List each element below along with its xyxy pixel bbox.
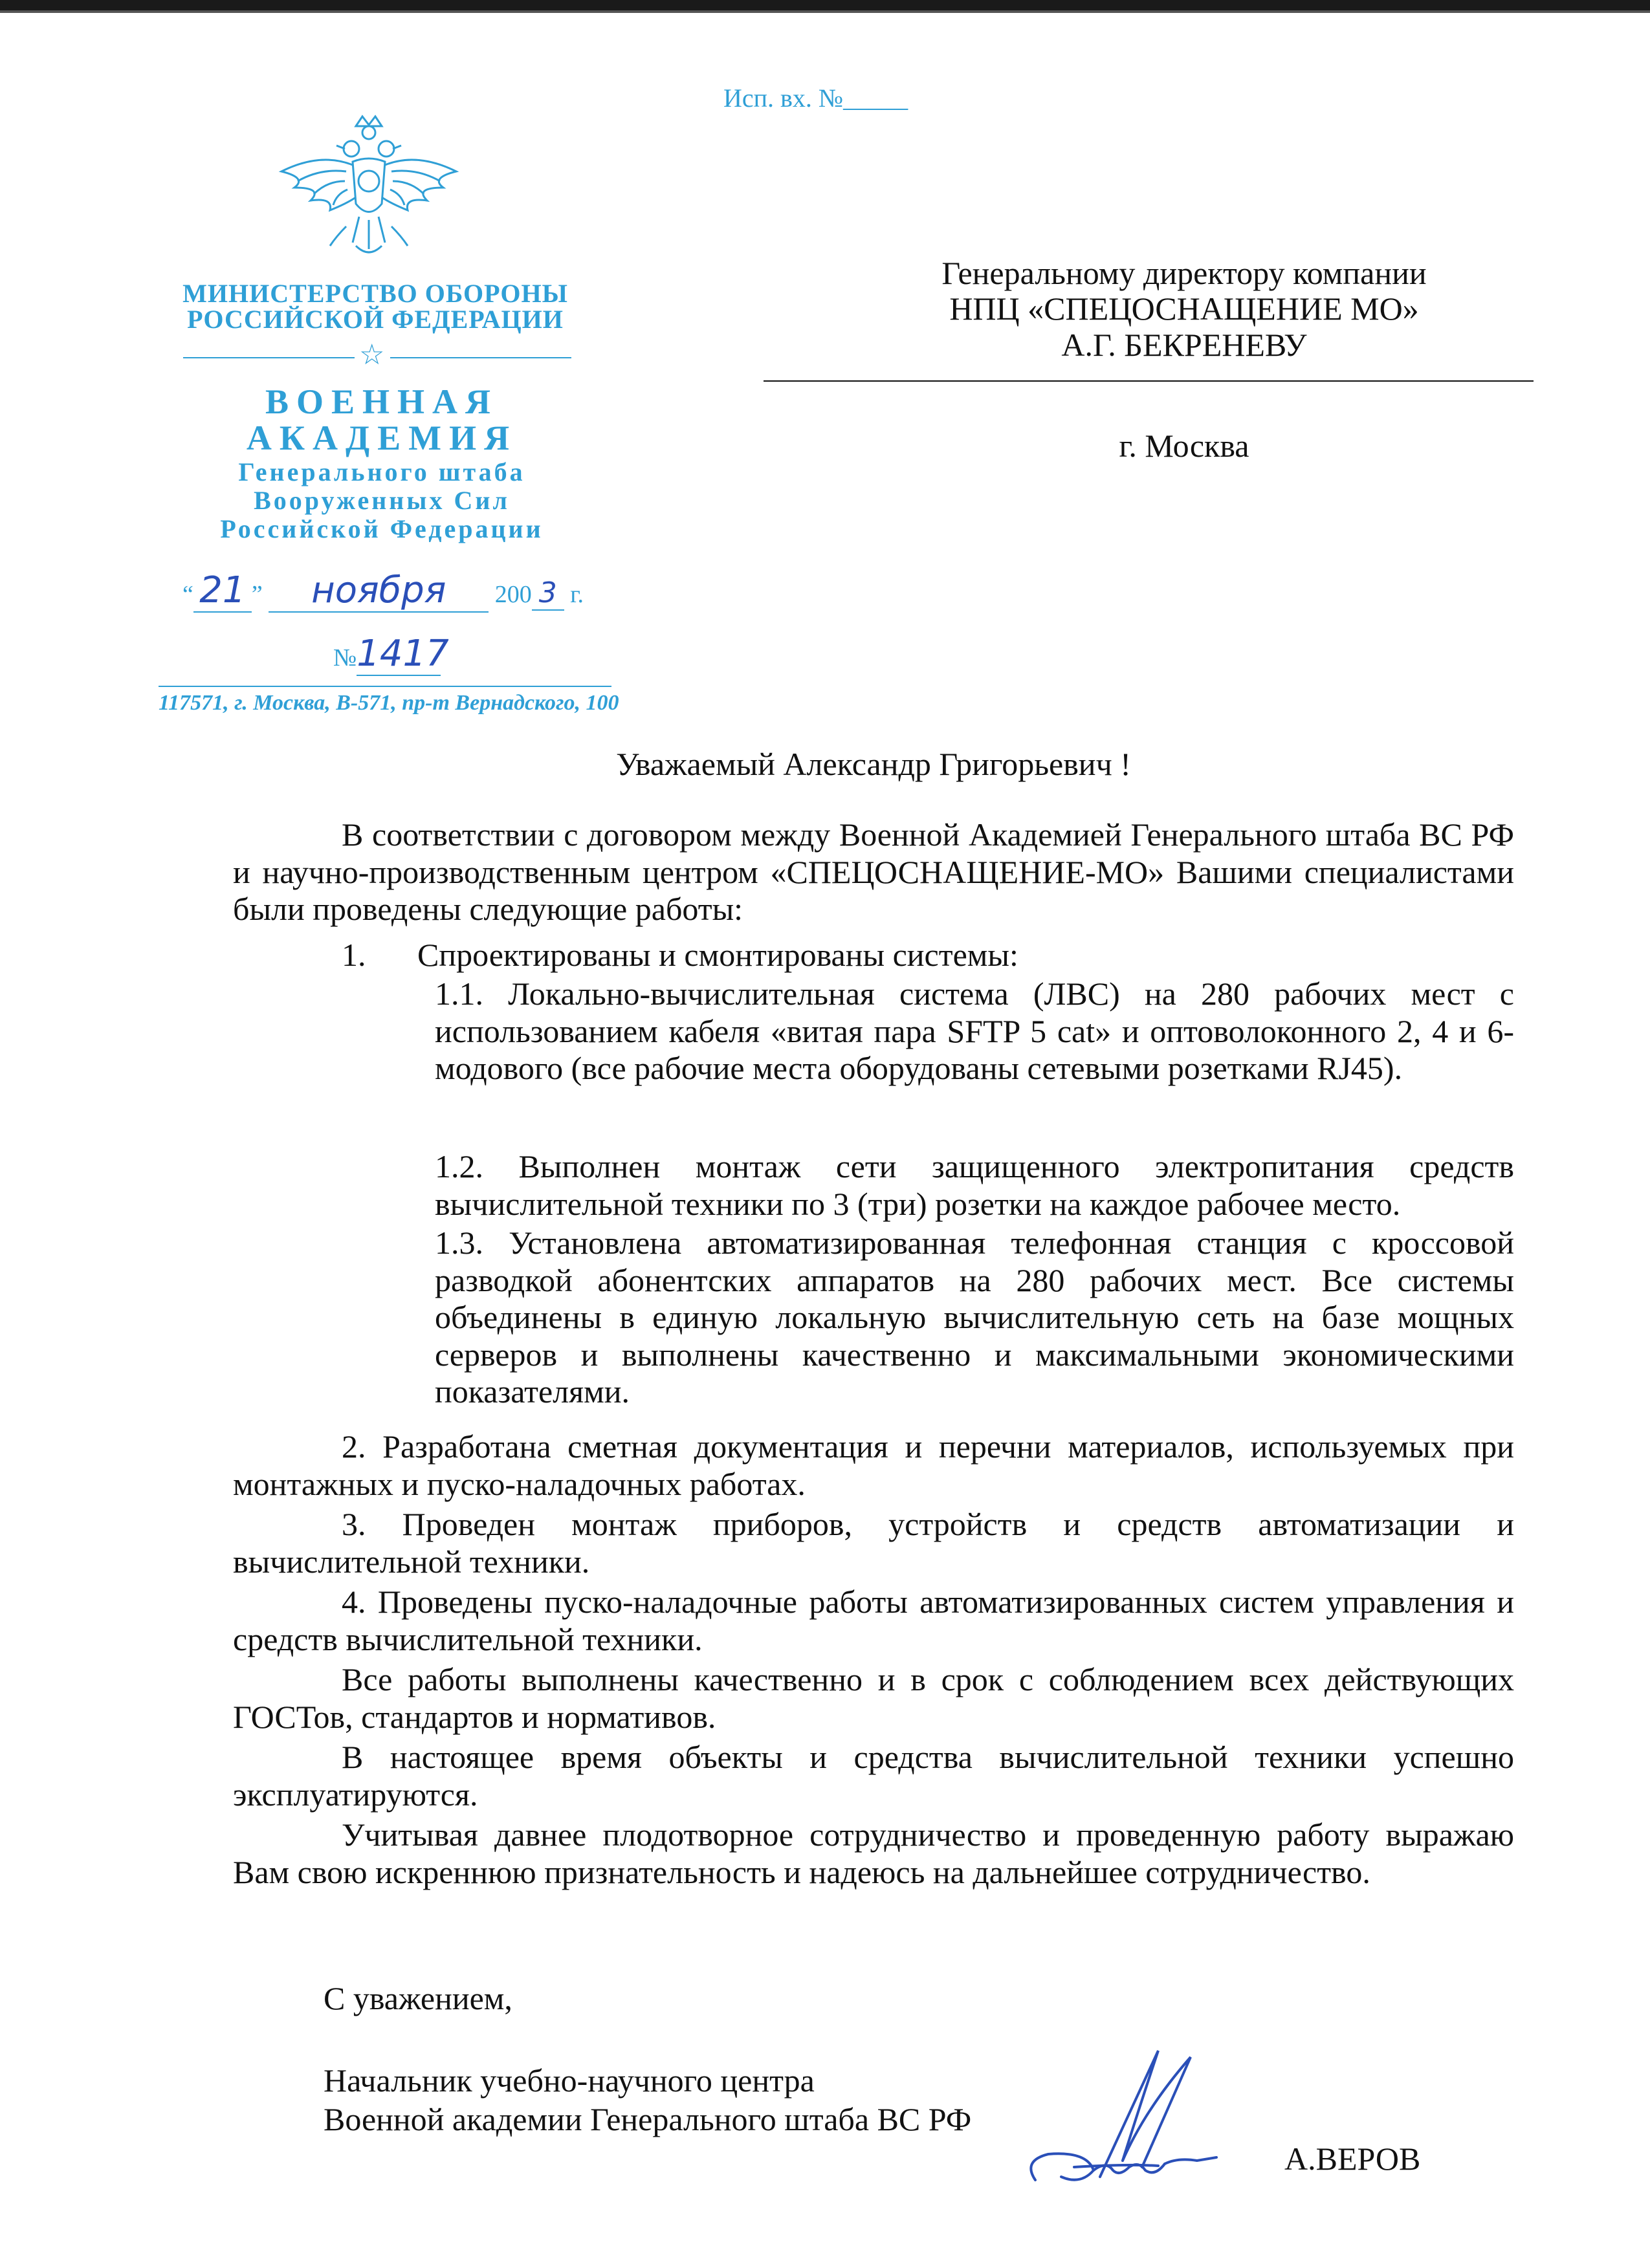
date-year-prefix: 200 (494, 581, 532, 608)
date-g: г. (570, 581, 584, 608)
letterhead-divider-left (183, 357, 355, 358)
item1-number: 1. (342, 937, 366, 973)
item1-3-text: 1.3. Установлена автоматизированная телефонная станция с кроссовой разводкой абонентских аппаратов на 280 рабочих мест. Все системы объединены в единую локальную вычислительную сеть на базе мощных серверов и выполнены качественно и максимальными экономическими показателями. (435, 1225, 1514, 1410)
address-rule (159, 686, 611, 687)
academy-name-line1: ВОЕННАЯ (265, 382, 499, 421)
ministry-name-line2: РОССИЙСКОЙ ФЕДЕРАЦИИ (187, 305, 564, 334)
letter-date: “ 21 ” ноября 200 3 г. (182, 569, 584, 611)
academy-name-line2: АКАДЕМИЯ (246, 419, 518, 457)
signatory-position-line1: Начальник учебно-научного центра (324, 2062, 815, 2099)
double-headed-eagle-emblem-icon (269, 113, 469, 268)
ministry-name-line1: МИНИСТЕРСТВО ОБОРОНЫ (182, 279, 568, 308)
number-label: № (333, 644, 357, 671)
signatory-position-line2: Военной академии Генерального штаба ВС РФ (324, 2101, 972, 2137)
handwritten-signature (1009, 2038, 1268, 2186)
number-value: 1417 (357, 633, 449, 675)
closing-regards: С уважением, (324, 1980, 512, 2016)
academy-name-line3: Генерального штаба (238, 457, 525, 486)
operation-paragraph: В настоящее время объекты и средства вычислительной техники успешно эксплуатируются. (233, 1739, 1514, 1813)
recipient-title: Генеральному директору компании (941, 255, 1427, 291)
recipient-company: НПЦ «СПЕЦОСНАЩЕНИЕ МО» (949, 290, 1419, 327)
item1-1-text: 1.1. Локально-вычислительная система (ЛВС) на 280 рабочих мест с использованием кабеля «витая пара SFTP 5 cat» и оптоволоконного 2, 4 и 6- модового (все рабочие места оборудованы сетевыми розетками RJ45). (435, 976, 1514, 1086)
date-month: ноября (269, 569, 489, 613)
outgoing-number (333, 633, 449, 676)
recipient-name: А.Г. БЕКРЕНЕВУ (1061, 327, 1307, 363)
item3-text: 3. Проведен монтаж приборов, устройств и средств автоматизации и вычислительной техники. (233, 1506, 1514, 1580)
letterhead-divider-right (390, 357, 571, 358)
item4-text: 4. Проведены пуско-наладочные работы автоматизированных систем управления и средств вычислительной техники. (233, 1584, 1514, 1657)
date-day: 21 (193, 569, 252, 613)
signatory-name: А.ВЕРОВ (1284, 2141, 1421, 2177)
recipient-rule (764, 380, 1534, 382)
academy-name-line4: Вооруженных Сил (254, 486, 510, 515)
quality-paragraph: Все работы выполнены качественно и в срок с соблюдением всех действующих ГОСТов, стандартов и нормативов. (233, 1661, 1514, 1735)
scan-edge-shadow (0, 10, 1650, 13)
academy-name-line5: Российской Федерации (220, 514, 544, 543)
thanks-paragraph: Учитывая давнее плодотворное сотрудничество и проведенную работу выражаю Вам свою искреннюю признательность и надеюсь на дальнейшее сотрудничество. (233, 1816, 1514, 1890)
scan-edge (0, 0, 1650, 10)
salutation: Уважаемый Александр Григорьевич ! (616, 746, 1131, 782)
item2-text: 2. Разработана сметная документация и перечни материалов, используемых при монтажных и пуско-наладочных работах. (233, 1428, 1514, 1502)
item1-2-text: 1.2. Выполнен монтаж сети защищенного электропитания средств вычислительной техники по 3 (три) розетки на каждое рабочее место. (435, 1148, 1514, 1222)
star-icon: ☆ (359, 339, 385, 371)
academy-address: 117571, г. Москва, В-571, пр-т Вернадского, 100 (159, 691, 619, 715)
incoming-number-stamp: Исп. вх. №_____ (723, 83, 908, 113)
item1-text: Спроектированы и смонтированы системы: (417, 937, 1018, 973)
date-year-suffix: 3 (532, 576, 564, 611)
intro-paragraph: В соответствии с договором между Военной Академией Генерального штаба ВС РФ и научно-производственным центром «СПЕЦОСНАЩЕНИЕ-МО» Вашими специалистами были проведены следующие работы: (233, 816, 1514, 927)
recipient-city: г. Москва (1119, 428, 1249, 464)
